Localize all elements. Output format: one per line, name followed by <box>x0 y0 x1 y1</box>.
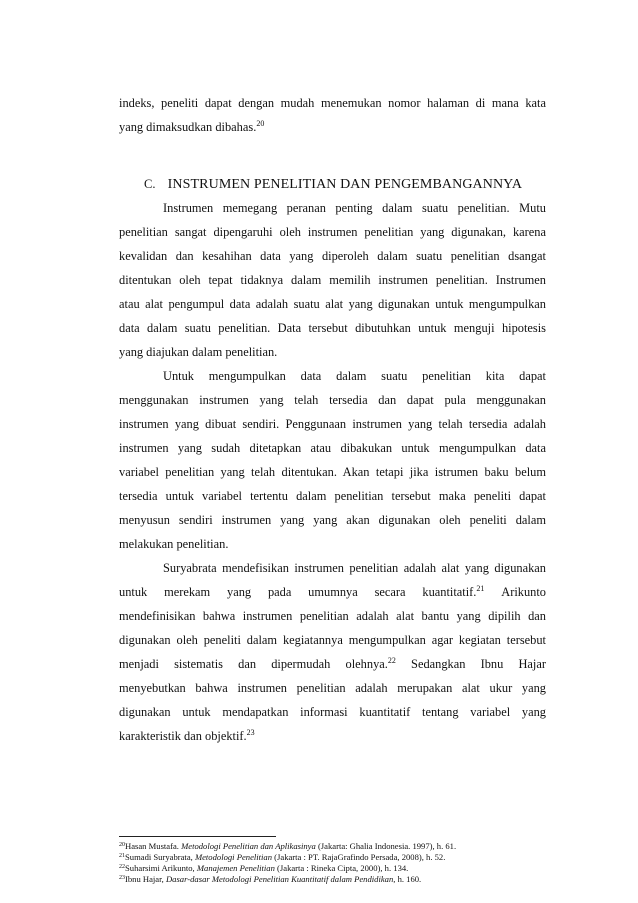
paragraph-line: data dalam suatu penelitian. Data tersebut dibutuhkan untuk menguji hipotesis <box>119 321 546 335</box>
paragraph-line: menjadi sistematis dan dipermudah olehnya.$^{22}$ Sedangkan Ibnu Hajar <box>119 656 546 671</box>
paragraph-line: Untuk mengumpulkan data dalam suatu penelitian kita dapat <box>163 369 546 383</box>
paragraph-line: digunakan oleh peneliti dalam kegiatannya mengumpulkan agar kegiatan tersebut <box>119 633 546 647</box>
footnote: $^{21}$Sumadi Suryabrata, Metodologi Penelitian (Jakarta : PT. RajaGrafindo Persada, 2008), h. 52. <box>119 852 446 862</box>
paragraph-line: kevalidan dan kesahihan data yang diperoleh dalam suatu penelitian dsangat <box>119 249 546 263</box>
paragraph-line: tersedia untuk variabel tertentu dalam penelitian tersebut maka peneliti dapat <box>119 489 546 503</box>
paragraph-line: Suryabrata mendefisikan instrumen penelitian adalah alat yang digunakan <box>163 561 546 575</box>
paragraph-line: variabel penelitian yang telah ditentukan. Akan tetapi jika istrumen baku belum <box>119 465 546 479</box>
intro-line: yang dimaksudkan dibahas.$^{20}$ <box>119 119 265 134</box>
paragraph-line: penelitian sangat dipengaruhi oleh instrumen penelitian yang digunakan, karena <box>119 225 546 239</box>
section-title: INSTRUMEN PENELITIAN DAN PENGEMBANGANNYA <box>167 177 523 192</box>
paragraph-line: menyusun sendiri instrumen yang yang akan digunakan oleh peneliti dalam <box>119 513 546 527</box>
paragraph-line: menggunakan instrumen yang telah tersedia dan dapat pula menggunakan <box>119 393 546 407</box>
footnote: $^{22}$Suharsimi Arikunto, Manajemen Penelitian (Jakarta : Rineka Cipta, 2000), h. 134. <box>119 863 409 873</box>
footnote: $^{20}$Hasan Mustafa. Metodologi Penelitian dan Aplikasinya (Jakarta: Ghalia Indonesia. 1997), h. 61. <box>119 841 457 851</box>
paragraph-line: instrumen yang sudah ditetapkan atau dibakukan untuk mengumpulkan data <box>119 441 546 455</box>
paragraph-line: mendefinisikan bahwa instrumen penelitian adalah alat bantu yang dipilih dan <box>119 609 546 623</box>
footnote-ref: 21 <box>476 584 485 593</box>
section-letter: C. <box>144 177 156 191</box>
paragraph-line: yang diajukan dalam penelitian. <box>119 345 278 359</box>
section-heading <box>144 177 522 193</box>
paragraph-line: atau alat pengumpul data adalah suatu alat yang digunakan untuk mengumpulkan <box>119 297 546 311</box>
paragraph-line: Instrumen memegang peranan penting dalam suatu penelitian. Mutu <box>163 201 546 215</box>
paragraph-line: karakteristik dan objektif.$^{23}$ <box>119 728 255 743</box>
paragraph-line: untuk merekam yang pada umumnya secara kuantitatif.$^{21}$ Arikunto <box>119 584 547 599</box>
footnote-separator <box>119 836 276 837</box>
paragraph-line: melakukan penelitian. <box>119 537 229 551</box>
paragraph-line: menyebutkan bahwa instrumen penelitian adalah merupakan alat ukur yang <box>119 681 546 695</box>
footnote-ref: 20 <box>256 119 265 128</box>
paragraph-line: instrumen yang dibuat sendiri. Penggunaan instrumen yang telah tersedia adalah <box>119 417 546 431</box>
footnote: $^{23}$Ibnu Hajar, Dasar-dasar Metodologi Penelitian Kuantitatif dalam Pendidikan, h. 160. <box>119 874 422 884</box>
paragraph-line: ditentukan oleh tepat tidaknya dalam memilih instrumen penelitian. Instrumen <box>119 273 546 287</box>
footnote-ref: 23 <box>246 728 255 737</box>
footnote-ref: 22 <box>387 656 396 665</box>
intro-line: indeks, peneliti dapat dengan mudah menemukan nomor halaman di mana kata <box>119 96 546 110</box>
paragraph-line: digunakan untuk mendapatkan informasi kuantitatif tentang variabel yang <box>119 705 546 719</box>
